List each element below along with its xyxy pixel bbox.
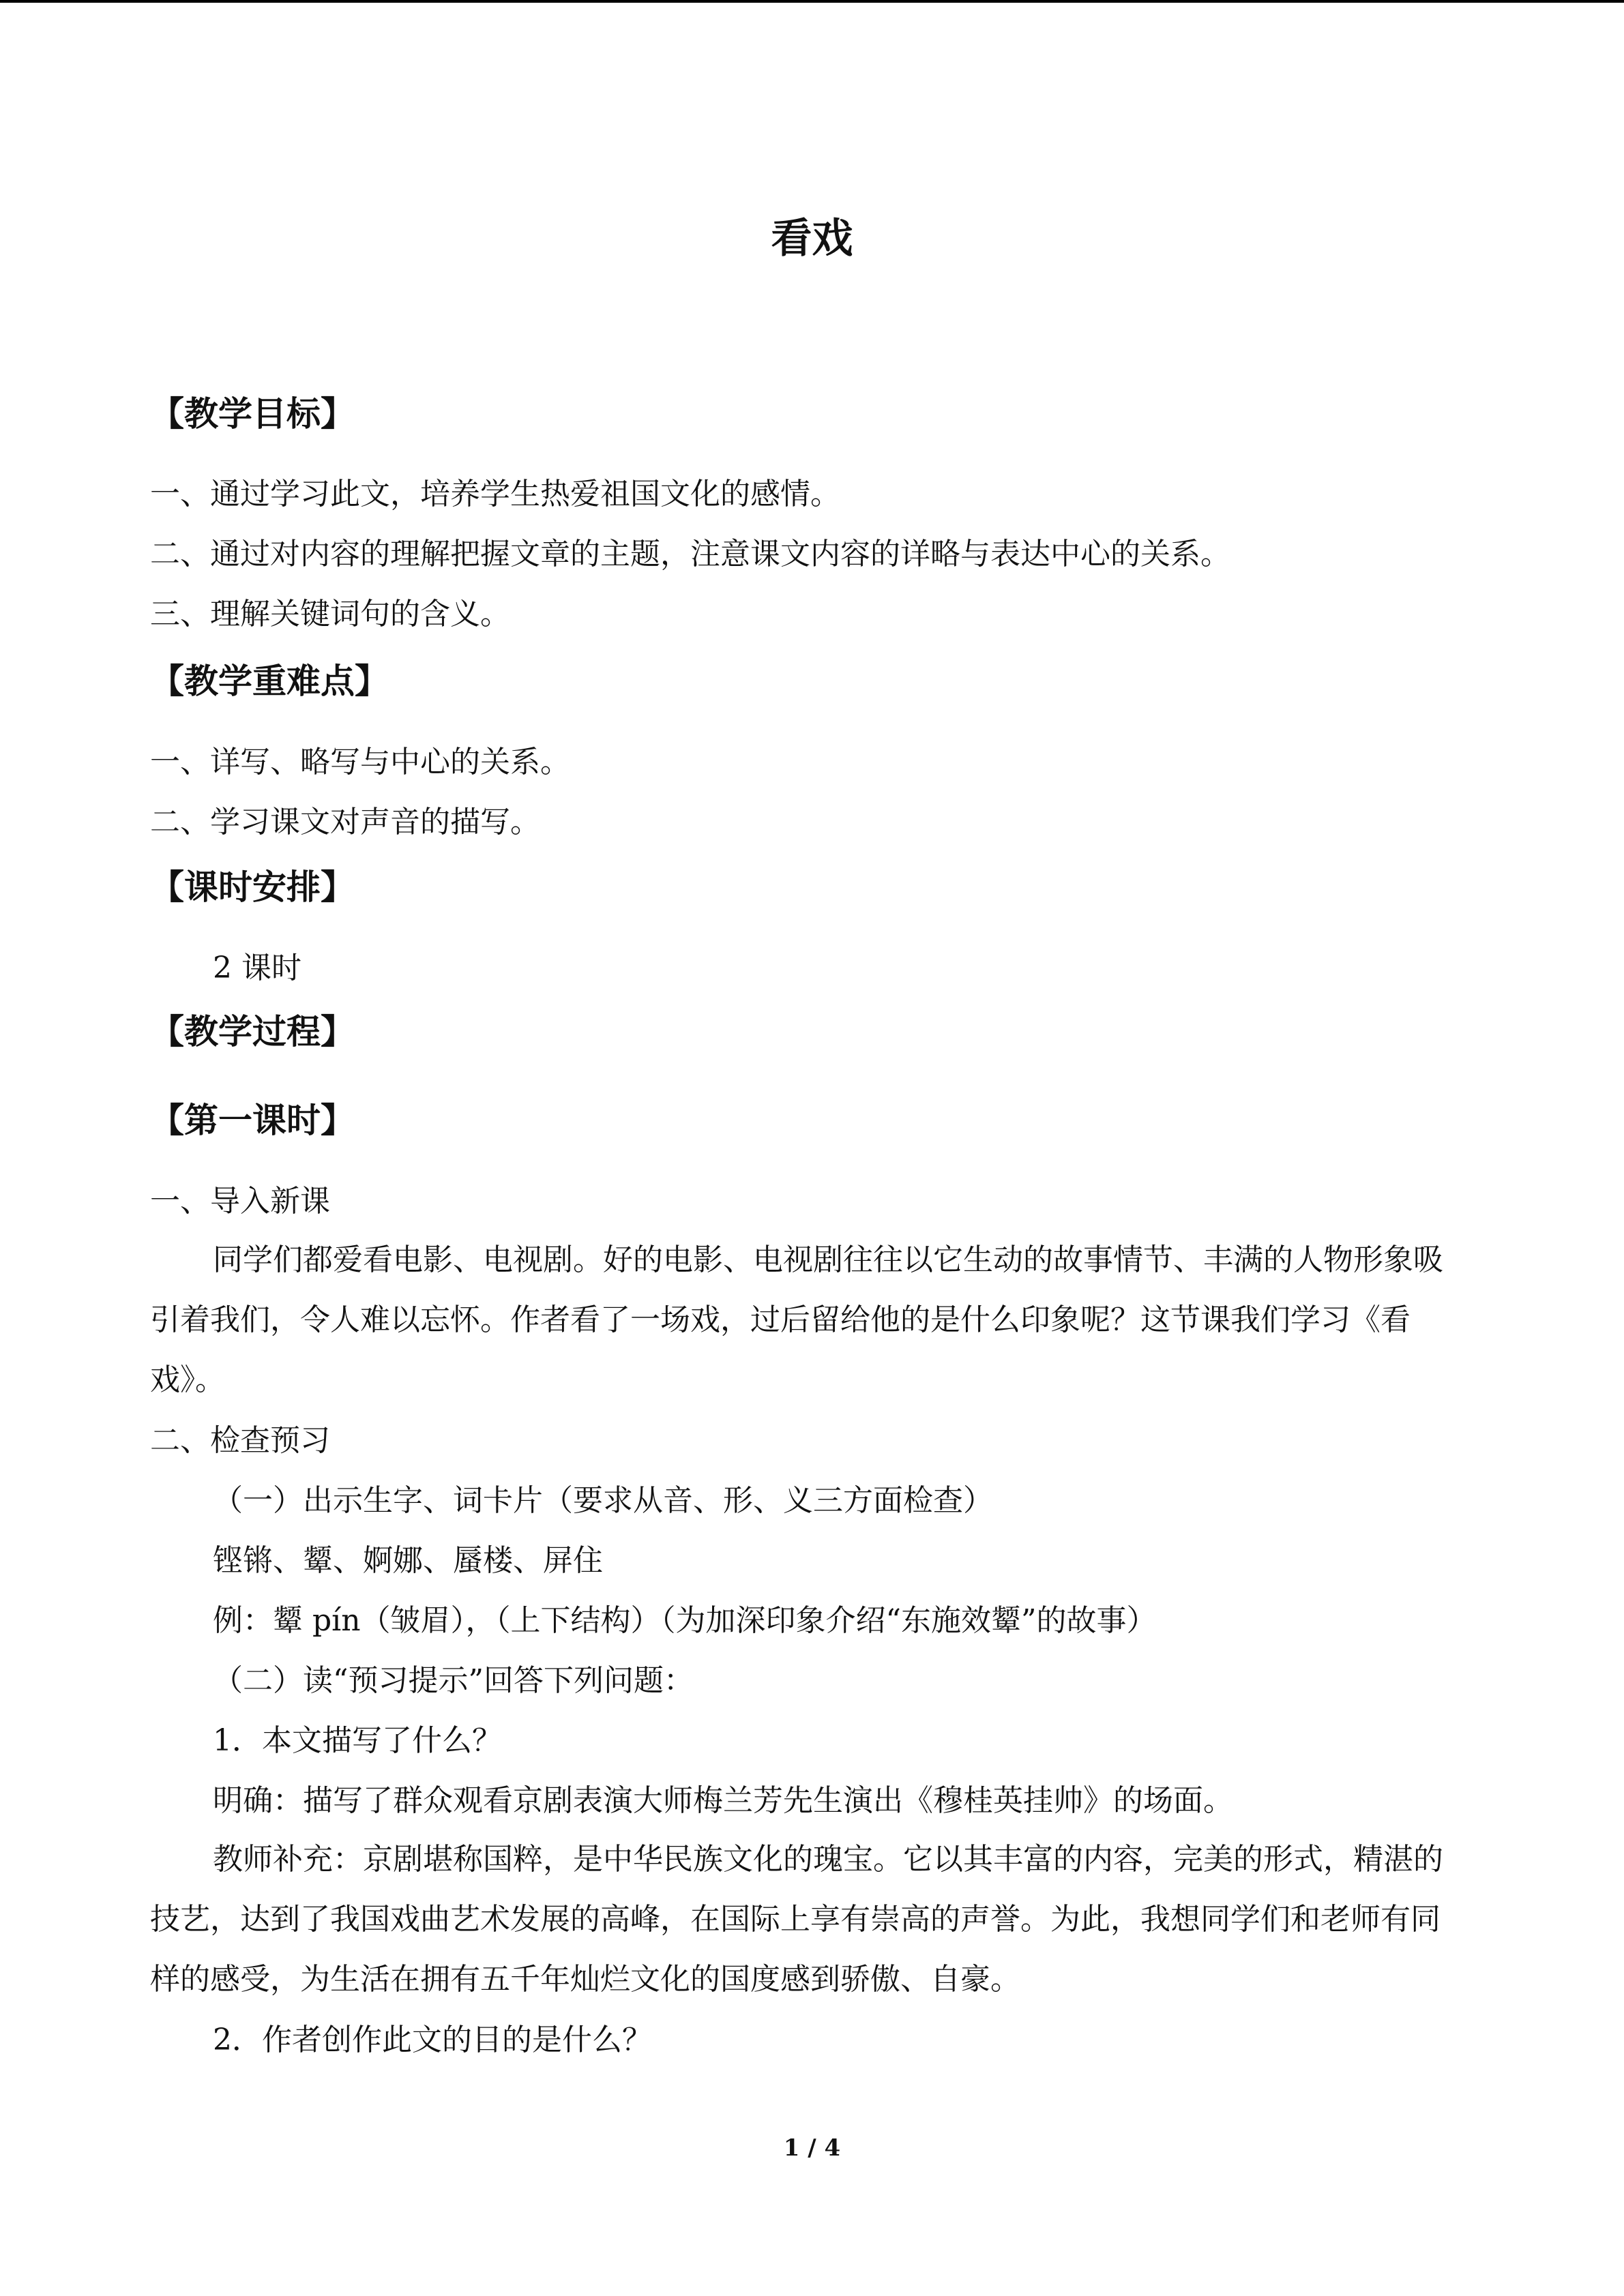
schedule-text: 2 课时: [213, 951, 301, 985]
preview-line-3: 例：颦 pín（皱眉），（上下结构）（为加深印象介绍“东施效颦”的故事）: [213, 1603, 1157, 1638]
key-point-item-1: 一、详写、略写与中心的关系。: [150, 745, 570, 779]
heading-schedule: 【课时安排】: [150, 867, 355, 907]
preview-line-6: 明确：描写了群众观看京剧表演大师梅兰芳先生演出《穆桂英挂帅》的场面。: [213, 1783, 1233, 1818]
page-title: 看戏: [771, 215, 853, 263]
intro-paragraph-text: 同学们都爱看电影、电视剧。好的电影、电视剧往往以它生动的故事情节、丰满的人物形象吸引着我们，令人难以忘怀。作者看了一场戏，过后留给他的是什么印象呢？这节课我们学习《看戏》。: [150, 1242, 1443, 1397]
heading-teaching-process: 【教学过程】: [150, 1012, 355, 1052]
preview-line-4: （二）读“预习提示”回答下列问题：: [213, 1663, 694, 1698]
goal-item-2: 二、通过对内容的理解把握文章的主题，注意课文内容的详略与表达中心的关系。: [150, 537, 1230, 571]
preview-line-1: （一）出示生字、词卡片（要求从音、形、义三方面检查）: [213, 1483, 993, 1518]
intro-paragraph: [150, 1230, 1460, 1410]
heading-lesson-one: 【第一课时】: [150, 1101, 355, 1140]
section-label-preview: 二、检查预习: [150, 1423, 330, 1458]
page-number: 1 / 4: [783, 2134, 841, 2162]
question-two: 2．作者创作此文的目的是什么？: [213, 2023, 652, 2057]
preview-line-5: 1．本文描写了什么？: [213, 1723, 502, 1758]
teacher-supplement-paragraph: [150, 1830, 1460, 2010]
goal-item-3: 三、理解关键词句的含义。: [150, 597, 510, 631]
key-point-item-2: 二、学习课文对声音的描写。: [150, 805, 540, 839]
preview-line-2: 铿锵、颦、婀娜、蜃楼、屏住: [213, 1543, 603, 1578]
section-label-intro: 一、导入新课: [150, 1184, 330, 1219]
heading-key-points: 【教学重难点】: [150, 661, 389, 701]
heading-teaching-goals: 【教学目标】: [150, 394, 355, 434]
goal-item-1: 一、通过学习此文，培养学生热爱祖国文化的感情。: [150, 477, 840, 511]
teacher-supplement-text: 教师补充：京剧堪称国粹，是中华民族文化的瑰宝。它以其丰富的内容，完美的形式，精湛的技艺，达到了我国戏曲艺术发展的高峰，在国际上享有崇高的声誉。为此，我想同学们和老师有同样的感受，为生活在拥有五千年灿烂文化的国度感到骄傲、自豪。: [150, 1842, 1443, 1997]
